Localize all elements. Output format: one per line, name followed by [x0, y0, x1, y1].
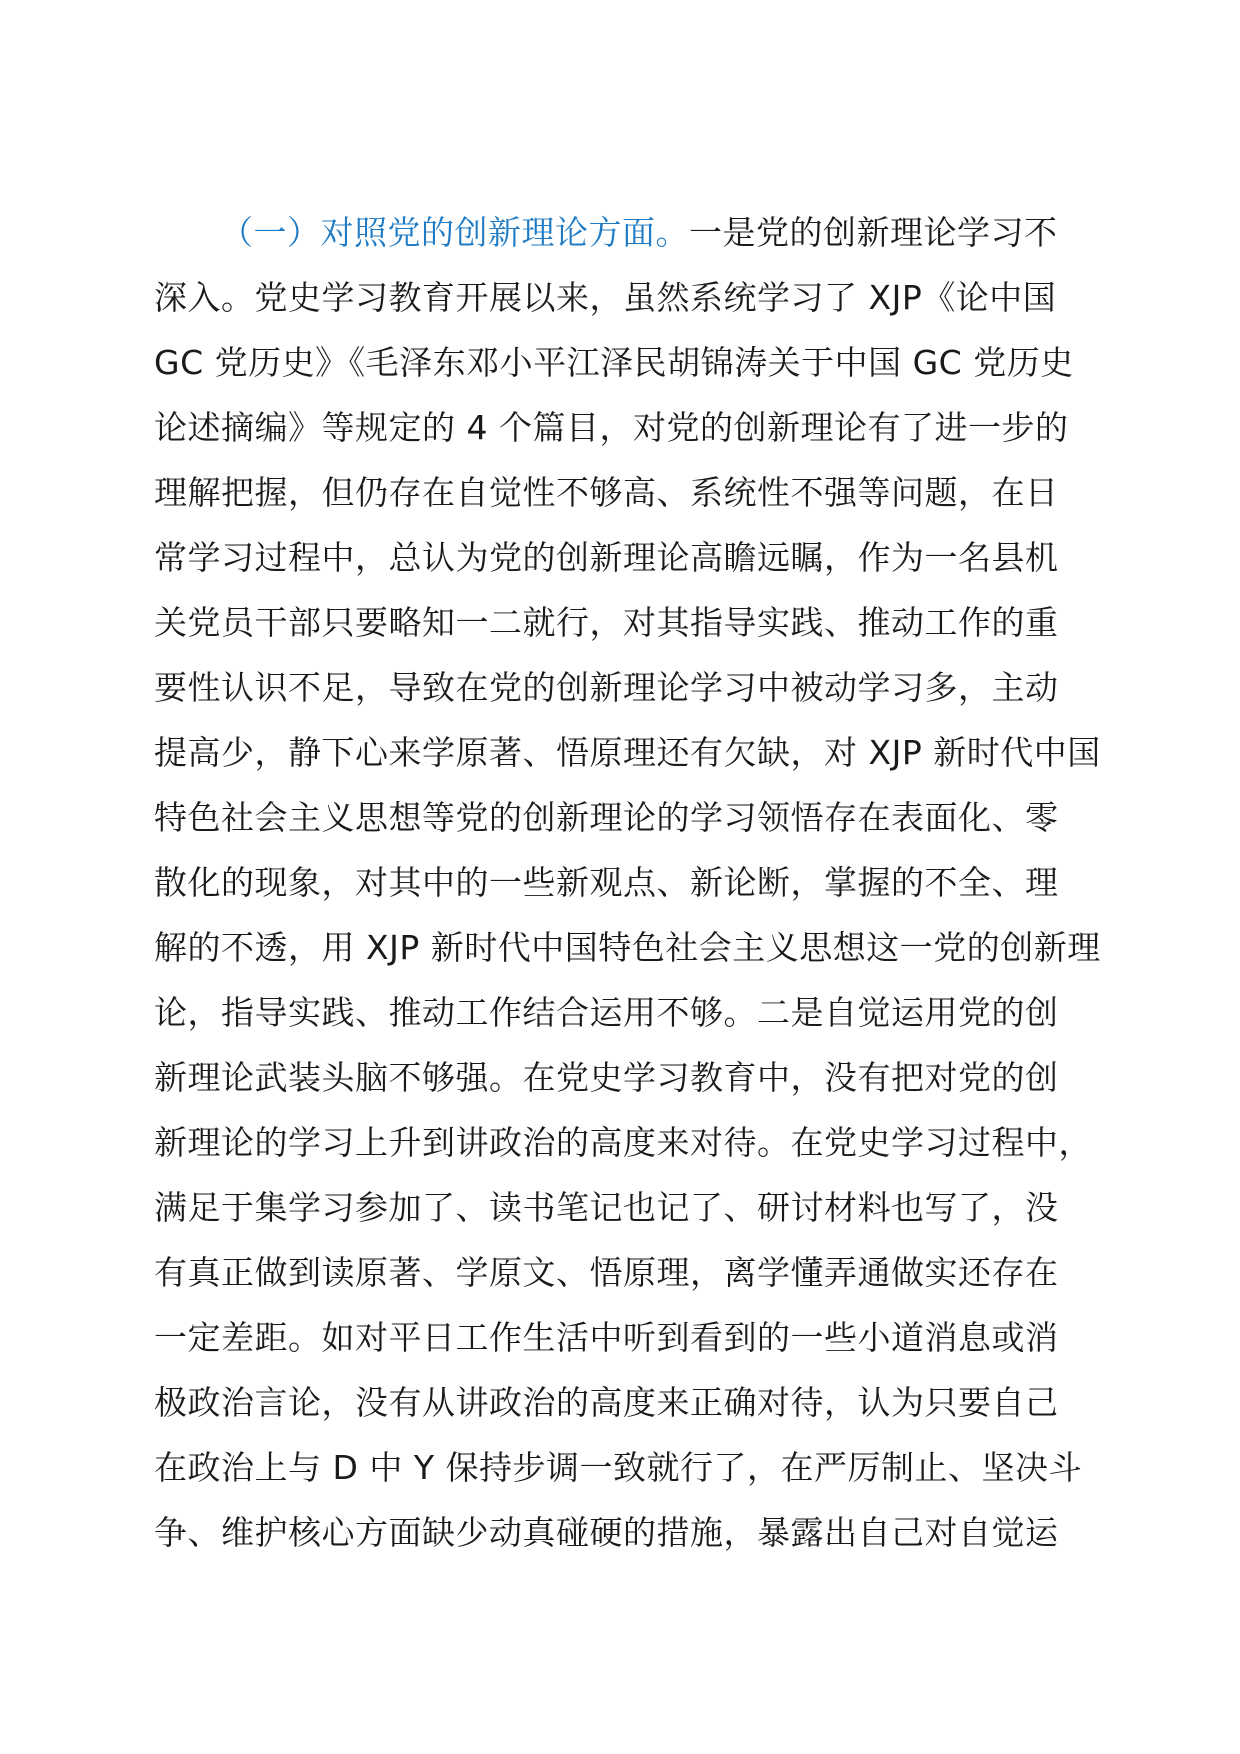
text-line: GC 党历史》《毛泽东邓小平江泽民胡锦涛关于中国 GC 党历史: [154, 343, 1074, 382]
text-line: 深入。党史学习教育开展以来，虽然系统学习了 XJP《论中国: [154, 278, 1057, 317]
text-line: 解的不透，用 XJP 新时代中国特色社会主义思想这一党的创新理: [154, 928, 1101, 967]
text-line: 争、维护核心方面缺少动真碰硬的措施，暴露出自己对自觉运: [154, 1513, 1059, 1552]
text-line: 论述摘编》等规定的 4 个篇目，对党的创新理论有了进一步的: [154, 408, 1069, 447]
text-line: 提高少，静下心来学原著、悟原理还有欠缺，对 XJP 新时代中国: [154, 733, 1101, 772]
text-line: 新理论武装头脑不够强。在党史学习教育中，没有把对党的创: [154, 1058, 1059, 1097]
text-line: 散化的现象，对其中的一些新观点、新论断，掌握的不全、理: [154, 863, 1059, 902]
text-line: 在政治上与 D 中 Y 保持步调一致就行了，在严厉制止、坚决斗: [154, 1448, 1083, 1487]
text-line: 特色社会主义思想等党的创新理论的学习领悟存在表面化、零: [154, 798, 1059, 837]
text-line: 论，指导实践、推动工作结合运用不够。二是自觉运用党的创: [154, 993, 1059, 1032]
text-line: 一定差距。如对平日工作生活中听到看到的一些小道消息或消: [154, 1318, 1059, 1357]
text-line: 要性认识不足，导致在党的创新理论学习中被动学习多，主动: [154, 668, 1059, 707]
text-line: 关党员干部只要略知一二就行，对其指导实践、推动工作的重: [154, 603, 1059, 642]
paragraph-first-line: [154, 200, 1094, 265]
text-line: 极政治言论，没有从讲政治的高度来正确对待，认为只要自己: [154, 1383, 1059, 1422]
text-line: 常学习过程中，总认为党的创新理论高瞻远瞩，作为一名县机: [154, 538, 1059, 577]
body-paragraph: [154, 200, 1101, 1565]
text-line: 有真正做到读原著、学原文、悟原理，离学懂弄通做实还存在: [154, 1253, 1059, 1292]
first-line-text: 一是党的创新理论学习不: [689, 213, 1058, 252]
section-heading: （一）对照党的创新理论方面。: [220, 213, 689, 252]
text-line: 理解把握，但仍存在自觉性不够高、系统性不强等问题，在日: [154, 473, 1059, 512]
text-line: 满足于集学习参加了、读书笔记也记了、研讨材料也写了，没: [154, 1188, 1059, 1227]
text-line: 新理论的学习上升到讲政治的高度来对待。在党史学习过程中，: [154, 1123, 1092, 1162]
